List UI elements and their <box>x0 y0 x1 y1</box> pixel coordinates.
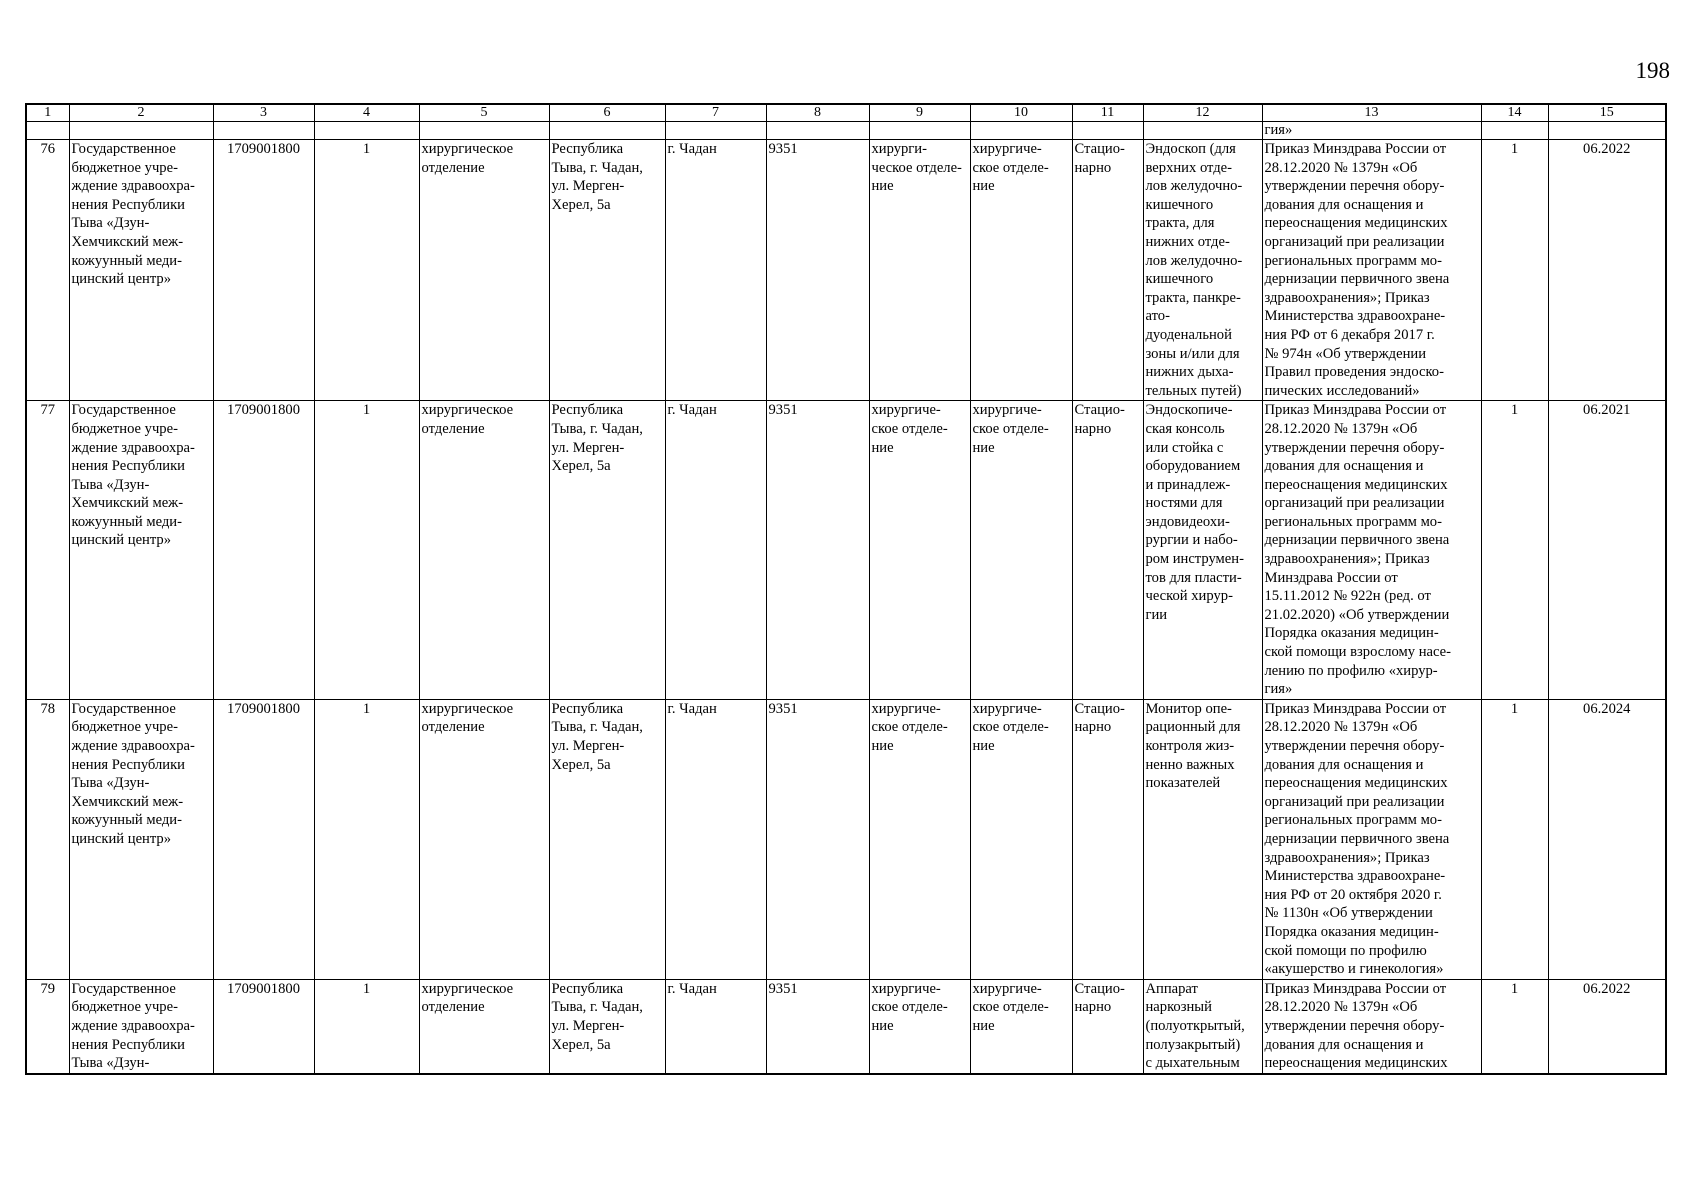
header-cell: 3 <box>213 104 314 122</box>
table-cell <box>766 122 869 140</box>
column-10-cell: хирургиче- ское отделе- ние <box>970 979 1072 1073</box>
table-cell <box>549 122 665 140</box>
column-4-cell: 1 <box>314 401 419 700</box>
column-8-cell: 9351 <box>766 401 869 700</box>
organization-cell: Государственное бюджетное учре- ждение здравоохра- нения Республики Тыва «Дзун- <box>69 979 213 1073</box>
code-cell: 1709001800 <box>213 401 314 700</box>
column-10-cell: хирургиче- ское отделе- ние <box>970 140 1072 401</box>
column-9-cell: хирургиче- ское отделе- ние <box>869 699 970 979</box>
organization-cell: Государственное бюджетное учре- ждение здравоохра- нения Республики Тыва «Дзун- Хемчикский меж- кожуунный меди- цинский центр» <box>69 140 213 401</box>
equipment-cell: Эндоскоп (для верхних отде- лов желудочно- кишечного тракта, для нижних отде- лов желудочно- кишечного тракта, панкре- ато- дуоденальной зоны и/или для нижних дыха- тельных путей) <box>1143 140 1262 401</box>
equipment-cell: Монитор опе- рационный для контроля жиз- ненно важных показателей <box>1143 699 1262 979</box>
column-4-cell: 1 <box>314 979 419 1073</box>
header-cell: 10 <box>970 104 1072 122</box>
address-cell: Республика Тыва, г. Чадан, ул. Мерген- Херел, 5а <box>549 140 665 401</box>
column-9-cell: хирургиче- ское отделе- ние <box>869 401 970 700</box>
city-cell: г. Чадан <box>665 140 766 401</box>
date-cell: 06.2022 <box>1548 979 1666 1073</box>
basis-cell: Приказ Минздрава России от 28.12.2020 № 1379н «Об утверждении перечня обору- дования для оснащения и переоснащения медицинских <box>1262 979 1481 1073</box>
table-cell <box>1548 122 1666 140</box>
date-cell: 06.2021 <box>1548 401 1666 700</box>
date-cell: 06.2024 <box>1548 699 1666 979</box>
code-cell: 1709001800 <box>213 699 314 979</box>
unit-cell: хирургическое отделение <box>419 699 549 979</box>
equipment-cell: Аппарат наркозный (полуоткрытый, полузакрытый) с дыхательным <box>1143 979 1262 1073</box>
quantity-cell: 1 <box>1481 401 1548 700</box>
header-cell: 7 <box>665 104 766 122</box>
basis-cell: Приказ Минздрава России от 28.12.2020 № 1379н «Об утверждении перечня обору- дования для оснащения и переоснащения медицинских организаций при реализации региональных программ мо- дернизации первичного звена здравоохранения»; Приказ Минздрава России от 15.11.2012 № 922н (ред. от 21.02.2020) «Об утверждении Порядка оказания медицин- ской помощи взрослому насе- лению по профилю «хирур- гия» <box>1262 401 1481 700</box>
column-11-cell: Стацио- нарно <box>1072 401 1143 700</box>
header-cell: 13 <box>1262 104 1481 122</box>
code-cell: 1709001800 <box>213 140 314 401</box>
unit-cell: хирургическое отделение <box>419 401 549 700</box>
city-cell: г. Чадан <box>665 699 766 979</box>
table-row <box>26 140 1666 401</box>
table-cell <box>1481 122 1548 140</box>
quantity-cell: 1 <box>1481 699 1548 979</box>
table-row <box>26 401 1666 700</box>
table-cell <box>419 122 549 140</box>
unit-cell: хирургическое отделение <box>419 979 549 1073</box>
column-8-cell: 9351 <box>766 979 869 1073</box>
column-11-cell: Стацио- нарно <box>1072 699 1143 979</box>
column-10-cell: хирургиче- ское отделе- ние <box>970 401 1072 700</box>
quantity-cell: 1 <box>1481 979 1548 1073</box>
city-cell: г. Чадан <box>665 979 766 1073</box>
address-cell: Республика Тыва, г. Чадан, ул. Мерген- Херел, 5а <box>549 401 665 700</box>
page-number: 198 <box>1635 58 1670 83</box>
header-cell: 9 <box>869 104 970 122</box>
table-row <box>26 699 1666 979</box>
table-cell <box>1072 122 1143 140</box>
column-10-cell: хирургиче- ское отделе- ние <box>970 699 1072 979</box>
column-4-cell: 1 <box>314 699 419 979</box>
header-cell: 5 <box>419 104 549 122</box>
table-row <box>26 979 1666 1073</box>
basis-cell: Приказ Минздрава России от 28.12.2020 № 1379н «Об утверждении перечня обору- дования для оснащения и переоснащения медицинских организаций при реализации региональных программ мо- дернизации первичного звена здравоохранения»; Приказ Министерства здравоохране- ния РФ от 20 октября 2020 г. № 1130н «Об утверждении Порядка оказания медицин- ской помощи по профилю «акушерство и гинекология» <box>1262 699 1481 979</box>
header-cell: 14 <box>1481 104 1548 122</box>
column-11-cell: Стацио- нарно <box>1072 979 1143 1073</box>
unit-cell: хирургическое отделение <box>419 140 549 401</box>
header-cell: 1 <box>26 104 69 122</box>
quantity-cell: 1 <box>1481 140 1548 401</box>
header-cell: 8 <box>766 104 869 122</box>
code-cell: 1709001800 <box>213 979 314 1073</box>
equipment-table <box>25 103 1667 1075</box>
header-cell: 4 <box>314 104 419 122</box>
table-cell <box>314 122 419 140</box>
city-cell: г. Чадан <box>665 401 766 700</box>
address-cell: Республика Тыва, г. Чадан, ул. Мерген- Херел, 5а <box>549 699 665 979</box>
header-cell: 15 <box>1548 104 1666 122</box>
table-cell: гия» <box>1262 122 1481 140</box>
table-cell <box>213 122 314 140</box>
column-9-cell: хирурги- ческое отделе- ние <box>869 140 970 401</box>
basis-cell: Приказ Минздрава России от 28.12.2020 № 1379н «Об утверждении перечня обору- дования для оснащения и переоснащения медицинских организаций при реализации региональных программ мо- дернизации первичного звена здравоохранения»; Приказ Министерства здравоохране- ния РФ от 6 декабря 2017 г. № 974н «Об утверждении Правил проведения эндоско- пических исследований» <box>1262 140 1481 401</box>
date-cell: 06.2022 <box>1548 140 1666 401</box>
table-cell <box>869 122 970 140</box>
column-8-cell: 9351 <box>766 140 869 401</box>
organization-cell: Государственное бюджетное учре- ждение здравоохра- нения Республики Тыва «Дзун- Хемчикский меж- кожуунный меди- цинский центр» <box>69 401 213 700</box>
header-cell: 12 <box>1143 104 1262 122</box>
header-cell: 6 <box>549 104 665 122</box>
table-cell <box>69 122 213 140</box>
row-number: 78 <box>26 699 69 979</box>
column-8-cell: 9351 <box>766 699 869 979</box>
column-11-cell: Стацио- нарно <box>1072 140 1143 401</box>
table-cell <box>26 122 69 140</box>
header-row <box>26 104 1666 122</box>
equipment-cell: Эндоскопиче- ская консоль или стойка с оборудованием и принадлеж- ностями для эндовидеохи- рургии и набо- ром инструмен- тов для пласти- ческой хирур- гии <box>1143 401 1262 700</box>
table-cell <box>665 122 766 140</box>
column-4-cell: 1 <box>314 140 419 401</box>
header-cell: 11 <box>1072 104 1143 122</box>
organization-cell: Государственное бюджетное учре- ждение здравоохра- нения Республики Тыва «Дзун- Хемчикский меж- кожуунный меди- цинский центр» <box>69 699 213 979</box>
column-9-cell: хирургиче- ское отделе- ние <box>869 979 970 1073</box>
row-number: 76 <box>26 140 69 401</box>
row-number: 79 <box>26 979 69 1073</box>
table-cell <box>1143 122 1262 140</box>
row-number: 77 <box>26 401 69 700</box>
continuation-row <box>26 122 1666 140</box>
address-cell: Республика Тыва, г. Чадан, ул. Мерген- Херел, 5а <box>549 979 665 1073</box>
table-cell <box>970 122 1072 140</box>
header-cell: 2 <box>69 104 213 122</box>
